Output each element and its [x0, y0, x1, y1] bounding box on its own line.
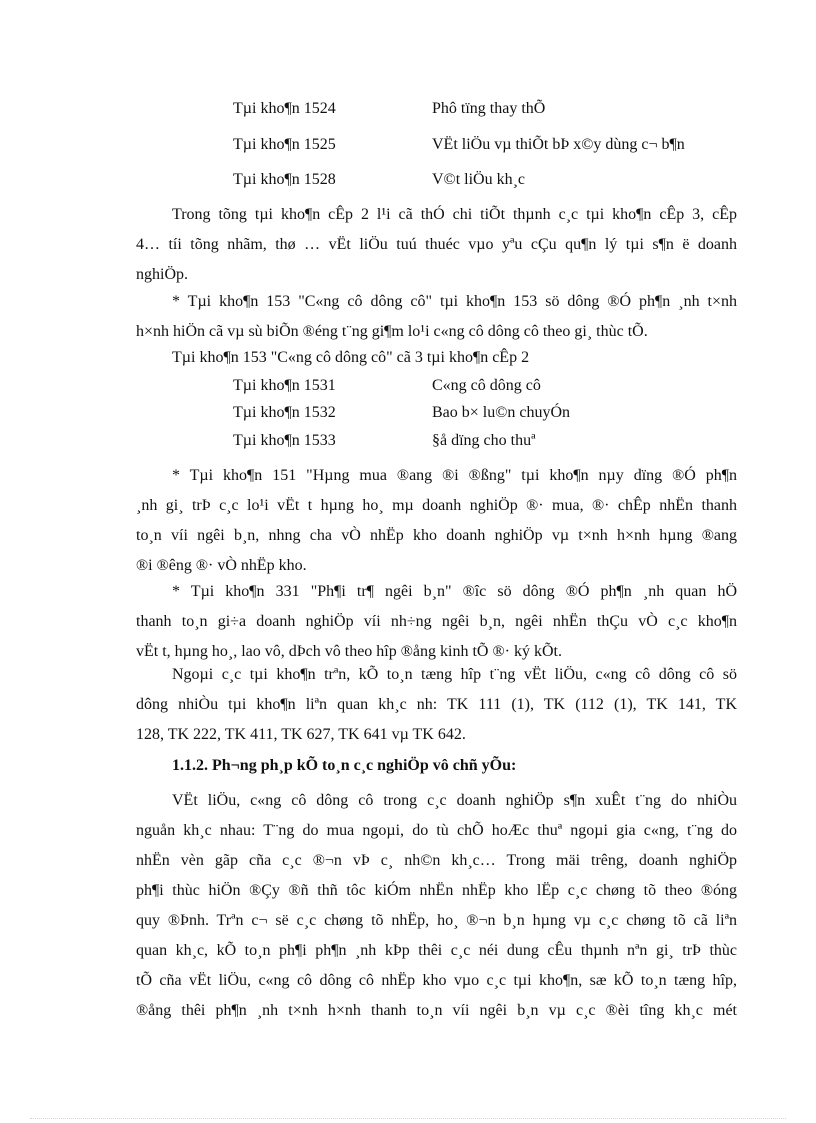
- account-name: Bao b× lu©n chuyÓn: [432, 404, 571, 421]
- account-name: C«ng cô dông cô: [432, 377, 541, 394]
- text-line: ®i ®êng ®· vÒ nhËp kho.: [136, 557, 307, 574]
- text-line: 128, TK 222, TK 411, TK 627, TK 641 vµ TK 642.: [136, 726, 466, 743]
- paragraph-subaccounts: [136, 200, 737, 290]
- account-name: V©t liÖu kh¸c: [432, 171, 526, 188]
- text-line: Ngoµi c¸c tµi kho¶n trªn, kÕ to¸n tæng hîp t¨ng vËt liÖu, c«ng cô dông cô sö: [172, 666, 737, 683]
- text-line: thanh to¸n gi÷a doanh nghiÖp víi nh÷ng ngêi b¸n, ngêi nhËn thÇu vÒ c¸c kho¶n: [136, 613, 737, 630]
- text-line: tÕ cña vËt liÖu, c«ng cô dông cô nhËp kho vµo c¸c tµi kho¶n, sæ kÕ to¸n tæng hîp,: [136, 972, 737, 989]
- account-153-intro: Tµi kho¶n 153 "C«ng cô dông cô" cã 3 tµi kho¶n cÊp 2: [172, 349, 530, 366]
- account-name: §å dïng cho thuª: [432, 432, 536, 449]
- account-code: Tµi kho¶n 1532: [233, 404, 336, 421]
- text-line: vËt t, hµng ho¸, lao vô, dÞch vô theo hîp ®ång kinh tÕ ®· ký kÕt.: [136, 643, 562, 660]
- text-line: * Tµi kho¶n 153 "C«ng cô dông cô" tµi kho¶n 153 sö dông ®Ó ph¶n ¸nh t×nh: [172, 293, 737, 310]
- paragraph-methods: [136, 786, 737, 1026]
- account-name: VËt liÖu vµ thiÕt bÞ x©y dùng c¬ b¶n: [432, 136, 685, 153]
- text-line: ¸nh gi¸ trÞ c¸c lo¹i vËt t hµng ho¸ mµ doanh nghiÖp ®· mua, ®· chÊp nhËn thanh: [136, 497, 737, 514]
- text-line: Trong tõng tµi kho¶n cÊp 2 l¹i cã thÓ chi tiÕt thµnh c¸c tµi kho¶n cÊp 3, cÊp: [172, 206, 737, 223]
- text-line: nghiÖp.: [136, 266, 188, 283]
- paragraph-account-151: [136, 461, 737, 581]
- section-heading: 1.1.2. Ph¬ng ph¸p kÕ to¸n c¸c nghiÖp vô chñ yÕu:: [172, 757, 517, 774]
- text-line: to¸n víi ngêi b¸n, nhng cha vÒ nhËp kho doanh nghiÖp vµ t×nh h×nh hµng ®ang: [136, 527, 737, 544]
- text-line: VËt liÖu, c«ng cô dông cô trong c¸c doanh nghiÖp s¶n xuÊt t¨ng do nhiÒu: [172, 792, 737, 809]
- text-line: h×nh hiÖn cã vµ sù biÕn ®éng t¨ng gi¶m lo¹i c«ng cô dông cô theo gi¸ thùc tÕ.: [136, 323, 648, 340]
- paragraph-account-153: [136, 287, 737, 347]
- account-code: Tµi kho¶n 1525: [233, 136, 336, 153]
- account-code: Tµi kho¶n 1531: [233, 377, 336, 394]
- account-code: Tµi kho¶n 1533: [233, 432, 336, 449]
- text-line: * Tµi kho¶n 331 "Ph¶i tr¶ ngêi b¸n" ®îc sö dông ®Ó ph¶n ¸nh quan hÖ: [172, 583, 737, 600]
- text-line: ®ång thêi ph¶n ¸nh t×nh h×nh thanh to¸n víi ngêi b¸n vµ c¸c ®èi tîng kh¸c mét: [136, 1002, 737, 1019]
- text-line: dông nhiÒu tµi kho¶n liªn quan kh¸c nh: TK 111 (1), TK (112 (1), TK 141, TK: [136, 696, 737, 713]
- text-line: nguån kh¸c nhau: T¨ng do mua ngoµi, do tù chÕ hoÆc thuª ngoµi gia c«ng, t¨ng do: [136, 822, 737, 839]
- page-bottom-divider: [30, 1118, 786, 1119]
- paragraph-account-331: [136, 577, 737, 667]
- text-line: * Tµi kho¶n 151 "Hµng mua ®ang ®i ®ßng" tµi kho¶n nµy dïng ®Ó ph¶n: [172, 467, 737, 484]
- account-name: Phô tïng thay thÕ: [432, 100, 546, 117]
- text-line: quan kh¸c, kÕ to¸n ph¶i ph¶n ¸nh kÞp thêi c¸c néi dung cÊu thµnh nªn gi¸ trÞ thùc: [136, 942, 737, 959]
- text-line: 4… tíi tõng nhãm, thø … vËt liÖu tuú thuéc vµo yªu cÇu qu¶n lý tµi s¶n ë doanh: [136, 236, 737, 253]
- text-line: ph¶i thùc hiÖn ®Çy ®ñ thñ tôc kiÓm nhËn nhËp kho lËp c¸c chøng tõ theo ®óng: [136, 882, 737, 899]
- text-line: nhËn vèn gãp cña c¸c ®¬n vÞ c¸ nh©n kh¸c… Trong mäi trêng, doanh nghiÖp: [136, 852, 737, 869]
- account-code: Tµi kho¶n 1524: [233, 100, 336, 117]
- account-code: Tµi kho¶n 1528: [233, 171, 336, 188]
- paragraph-other-accounts: [136, 660, 737, 750]
- text-line: quy ®Þnh. Trªn c¬ së c¸c chøng tõ nhËp, ho¸ ®¬n b¸n hµng vµ c¸c chøng tõ cã liªn: [136, 912, 737, 929]
